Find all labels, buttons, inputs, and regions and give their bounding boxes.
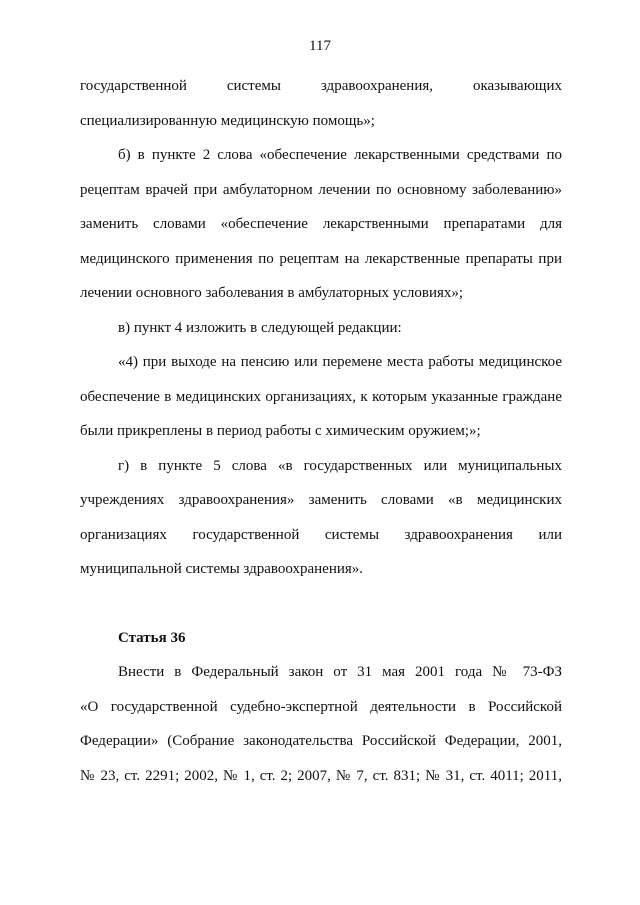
text-line: медицинского применения по рецептам на лекарственные препараты при bbox=[80, 251, 562, 267]
text-line: лечении основного заболевания в амбулаторных условиях»; bbox=[80, 285, 464, 301]
text-line: рецептам врачей при амбулаторном лечении по основному заболеванию» bbox=[80, 182, 562, 198]
text-line: «О государственной судебно-экспертной деятельности в Российской bbox=[80, 699, 562, 715]
page-number: 117 bbox=[309, 38, 331, 54]
text-line: Внести в Федеральный закон от 31 мая 2001 года № 73-ФЗ bbox=[118, 664, 562, 680]
text-line: № 23, ст. 2291; 2002, № 1, ст. 2; 2007, № 7, ст. 831; № 31, ст. 4011; 2011, bbox=[80, 768, 562, 784]
article-heading: Статья 36 bbox=[118, 630, 186, 646]
text-line: заменить словами «обеспечение лекарственными препаратами для bbox=[80, 216, 562, 232]
text-line: в) пункт 4 изложить в следующей редакции: bbox=[118, 320, 402, 336]
text-line: Федерации» (Собрание законодательства Российской Федерации, 2001, bbox=[80, 733, 562, 749]
text-line: обеспечение в медицинских организациях, к которым указанные граждане bbox=[80, 389, 562, 405]
text-line: учреждениях здравоохранения» заменить словами «в медицинских bbox=[80, 492, 562, 508]
text-line: организациях государственной системы здравоохранения или bbox=[80, 527, 562, 543]
text-line: б) в пункте 2 слова «обеспечение лекарственными средствами по bbox=[118, 147, 562, 163]
text-line: были прикреплены в период работы с химическим оружием;»; bbox=[80, 423, 481, 439]
text-line: муниципальной системы здравоохранения». bbox=[80, 561, 364, 577]
text-line: государственной системы здравоохранения, оказывающих bbox=[80, 78, 562, 94]
text-line: г) в пункте 5 слова «в государственных или муниципальных bbox=[118, 458, 562, 474]
text-line: специализированную медицинскую помощь»; bbox=[80, 113, 375, 129]
text-line: «4) при выходе на пенсию или перемене места работы медицинское bbox=[118, 354, 562, 370]
